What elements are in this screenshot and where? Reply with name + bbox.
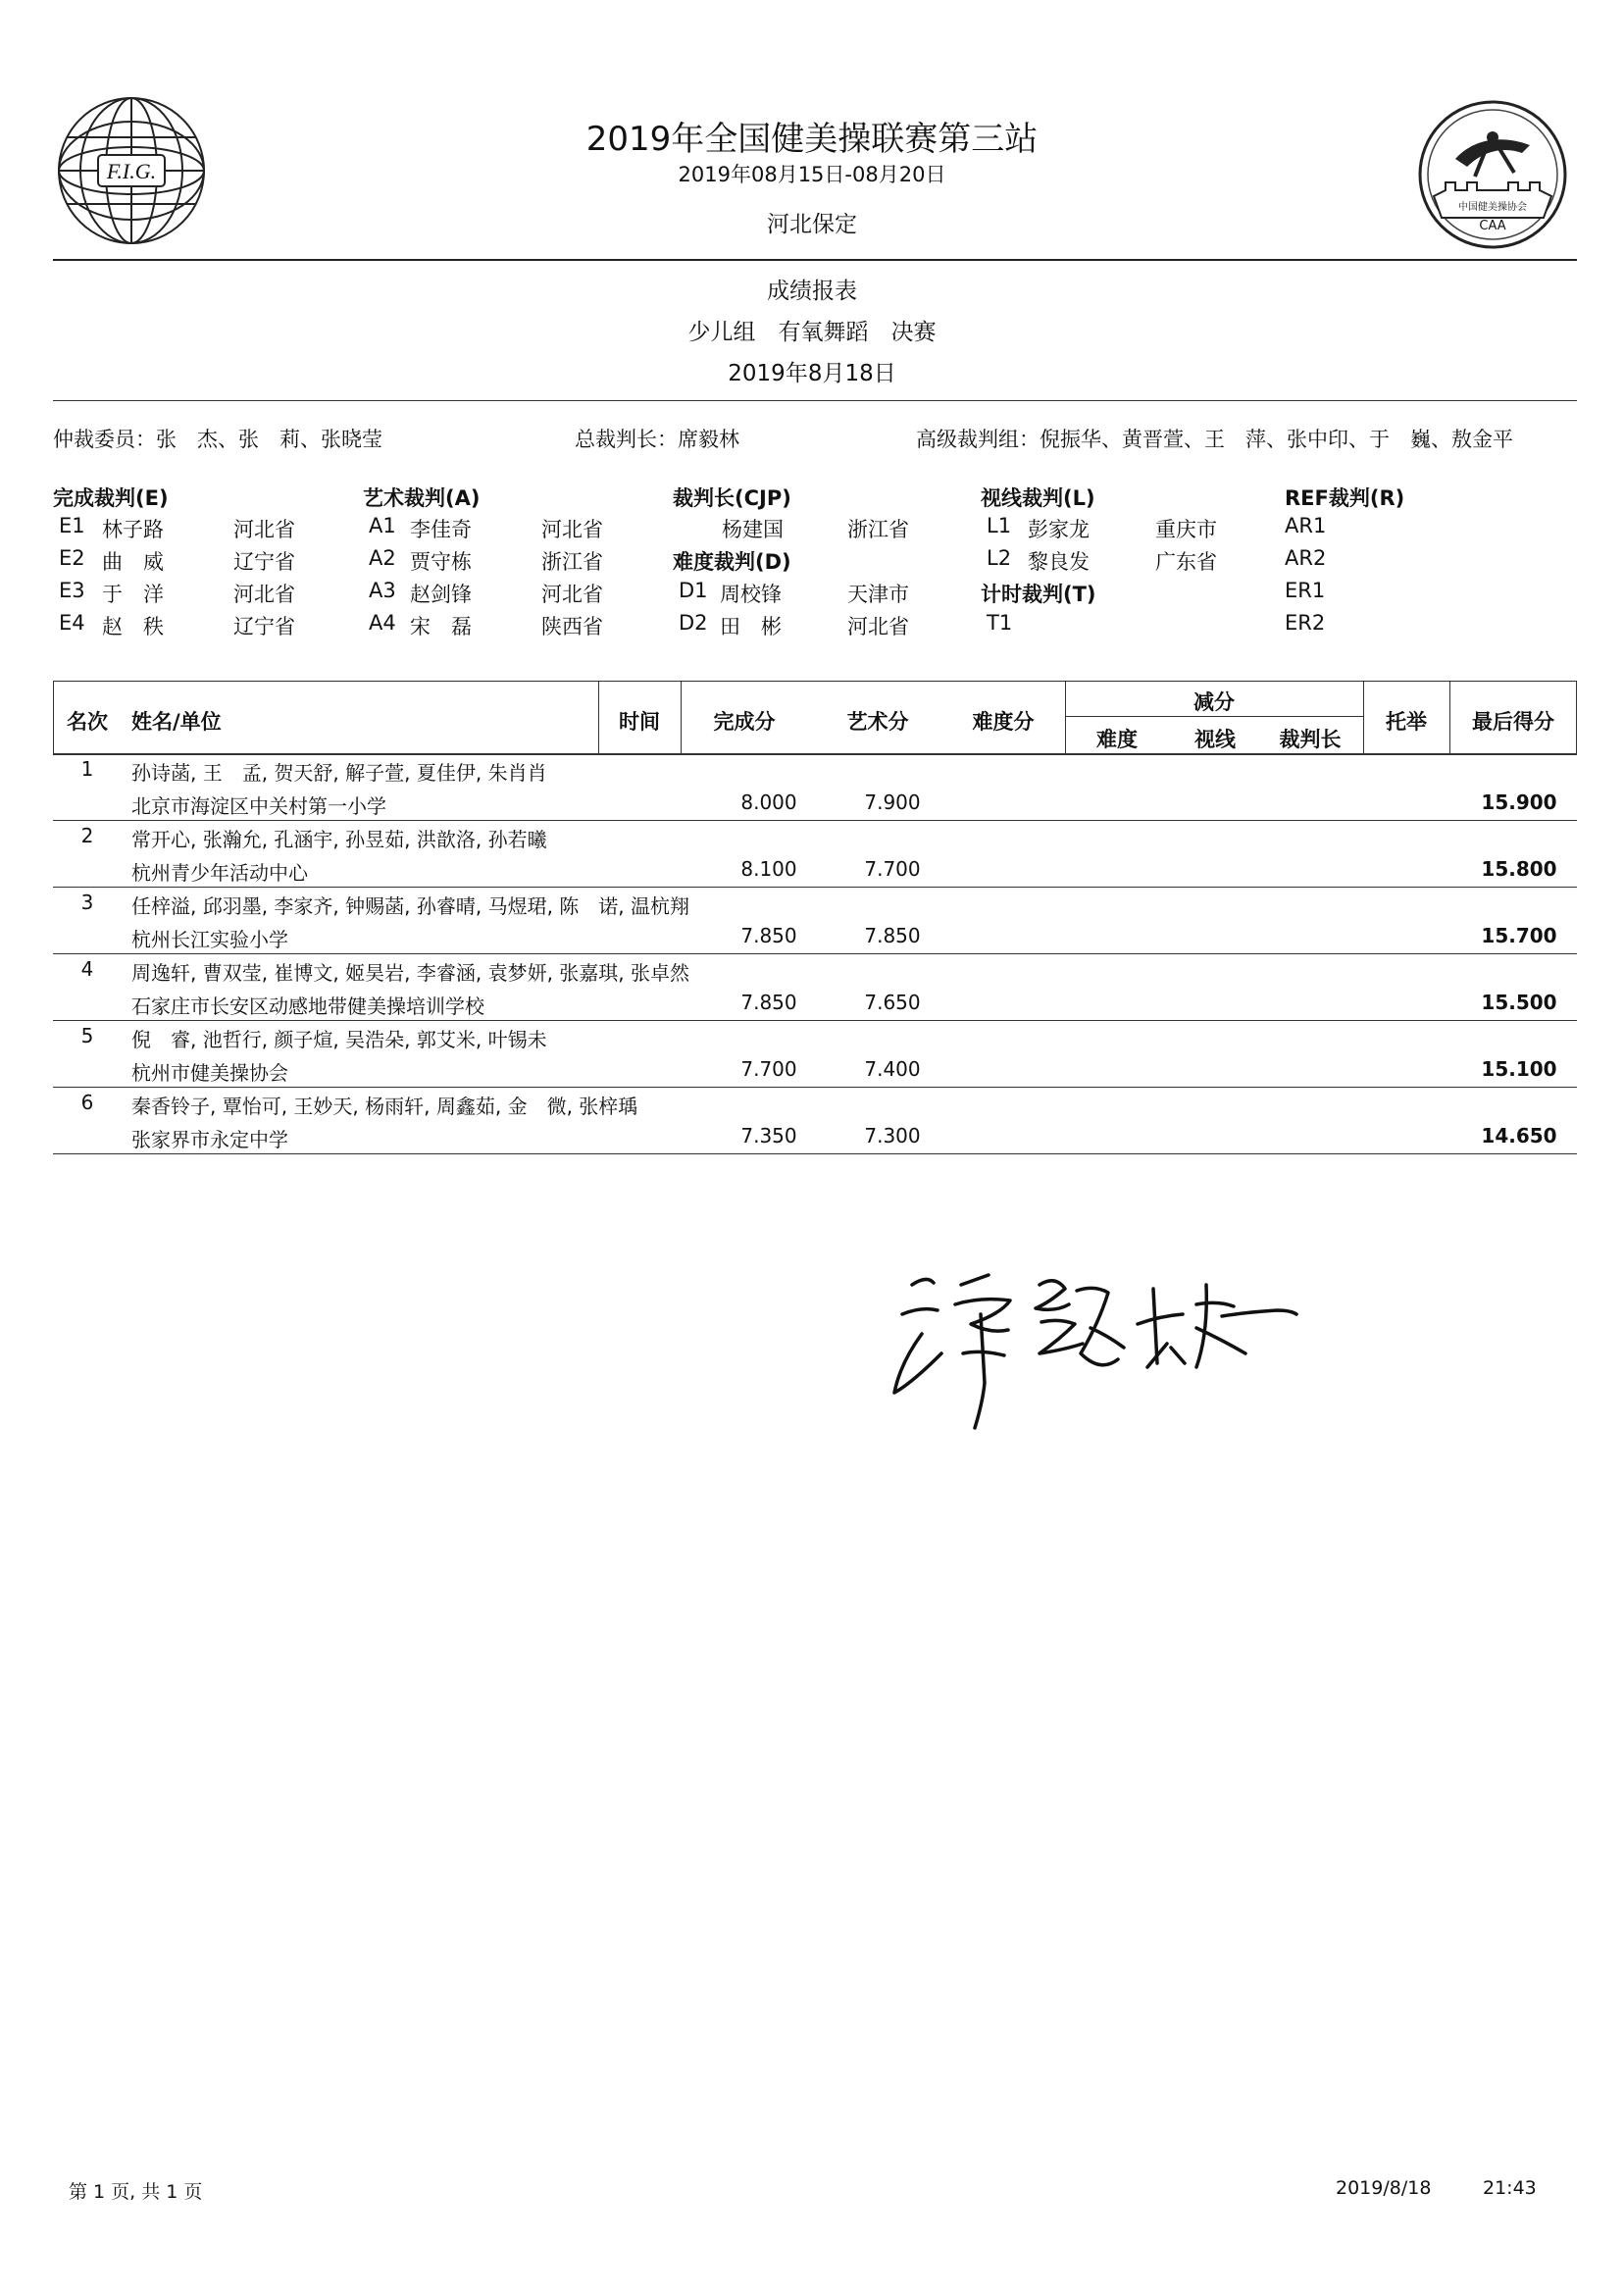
row-divider xyxy=(53,953,1577,954)
ref-judge-code: ER1 xyxy=(1285,579,1326,602)
time-judge-title: 计时裁判(T) xyxy=(981,583,1096,606)
row-divider xyxy=(53,820,1577,821)
athletes-cell: 任梓溢, 邱羽墨, 李家齐, 钟赐菡, 孙睿晴, 马煜珺, 陈 诺, 温杭翔 xyxy=(131,894,690,918)
judge-name: 赵剑锋 xyxy=(410,583,472,606)
unit-cell: 张家界市永定中学 xyxy=(131,1128,288,1151)
athletes-cell: 周逸轩, 曹双莹, 崔博文, 姬昊岩, 李睿涵, 袁梦妍, 张嘉琪, 张卓然 xyxy=(131,961,690,985)
final-score: 15.500 xyxy=(1481,991,1557,1014)
judge-name: 黎良发 xyxy=(1028,550,1090,574)
athletes-cell: 倪 睿, 池哲行, 颜子煊, 吴浩朵, 郭艾米, 叶锡未 xyxy=(131,1028,547,1051)
art-score: 7.650 xyxy=(864,991,921,1014)
judge-province: 辽宁省 xyxy=(233,550,295,574)
judge-code: D2 xyxy=(679,611,708,635)
judge-province: 河北省 xyxy=(233,518,295,541)
judge-province: 河北省 xyxy=(541,583,603,606)
unit-cell: 石家庄市长安区动感地带健美操培训学校 xyxy=(131,994,484,1018)
judge-province: 河北省 xyxy=(233,583,295,606)
cjp-province: 浙江省 xyxy=(847,518,909,541)
page-number: 第 1 页, 共 1 页 xyxy=(69,2181,203,2203)
art-score: 7.700 xyxy=(864,857,921,881)
rank-cell: 5 xyxy=(80,1024,94,1047)
col-diff: 难度分 xyxy=(972,710,1035,734)
exec-score: 7.350 xyxy=(740,1124,797,1147)
judge-name: 李佳奇 xyxy=(410,518,472,541)
ref-judge-code: ER2 xyxy=(1285,611,1326,635)
report-category: 少儿组 有氧舞蹈 决赛 xyxy=(687,320,937,345)
exec-score: 8.000 xyxy=(740,790,797,814)
judge-province: 广东省 xyxy=(1155,550,1217,574)
col-name: 姓名/单位 xyxy=(131,710,222,734)
judge-code: E4 xyxy=(59,611,85,635)
col-ded-diff: 难度 xyxy=(1096,728,1138,751)
col-art: 艺术分 xyxy=(846,710,909,734)
execution-judges-title: 完成裁判(E) xyxy=(53,486,169,510)
final-score: 15.700 xyxy=(1481,924,1557,947)
judge-name: 田 彬 xyxy=(720,615,782,638)
table-top-border xyxy=(53,681,1577,682)
judge-code: E1 xyxy=(59,514,85,537)
judge-province: 天津市 xyxy=(847,583,909,606)
table-header-bottom xyxy=(53,753,1577,755)
print-date: 2019/8/18 xyxy=(1336,2177,1432,2199)
unit-cell: 杭州市健美操协会 xyxy=(131,1061,288,1085)
print-time: 21:43 xyxy=(1483,2177,1537,2199)
col-lift: 托举 xyxy=(1386,710,1427,734)
chief-referee: 总裁判长：席毅林 xyxy=(575,428,739,451)
deduction-subheader-line xyxy=(1065,716,1364,717)
art-score: 7.900 xyxy=(864,790,921,814)
judge-province: 陕西省 xyxy=(541,615,603,638)
judge-name: 赵 秩 xyxy=(102,615,164,638)
athletes-cell: 秦香铃子, 覃怡可, 王妙天, 杨雨轩, 周鑫茹, 金 微, 张梓瑀 xyxy=(131,1095,638,1118)
art-score: 7.400 xyxy=(864,1057,921,1081)
col-ded-chief: 裁判长 xyxy=(1279,728,1342,751)
judge-code: L1 xyxy=(987,514,1012,537)
event-dates: 2019年08月15日-08月20日 xyxy=(678,163,946,186)
report-date: 2019年8月18日 xyxy=(728,361,896,386)
report-title: 成绩报表 xyxy=(767,279,857,304)
exec-score: 7.700 xyxy=(740,1057,797,1081)
athletes-cell: 常开心, 张瀚允, 孔涵宇, 孙昱茹, 洪歆洛, 孙若曦 xyxy=(131,828,547,851)
judge-name: 宋 磊 xyxy=(410,615,472,638)
final-score: 15.100 xyxy=(1481,1057,1557,1081)
fig-globe-logo xyxy=(55,94,208,247)
judge-province: 河北省 xyxy=(541,518,603,541)
fig-logo-text: F.I.G. xyxy=(106,159,157,183)
final-score: 14.650 xyxy=(1481,1124,1557,1147)
row-divider xyxy=(53,1020,1577,1021)
chief-referee-signature xyxy=(873,1246,1304,1442)
judge-code: A3 xyxy=(369,579,396,602)
caa-logo-name: 中国健美操协会 xyxy=(1458,202,1527,213)
judge-province: 浙江省 xyxy=(541,550,603,574)
rank-cell: 3 xyxy=(80,891,94,914)
cjp-title: 裁判长(CJP) xyxy=(673,486,791,510)
rank-cell: 1 xyxy=(80,757,94,781)
row-divider xyxy=(53,887,1577,888)
col-deduction: 减分 xyxy=(1193,690,1235,714)
event-title: 2019年全国健美操联赛第三站 xyxy=(585,120,1039,159)
exec-score: 8.100 xyxy=(740,857,797,881)
judge-name: 林子路 xyxy=(102,518,164,541)
event-location: 河北保定 xyxy=(767,212,857,237)
rank-cell: 4 xyxy=(80,957,94,981)
col-time: 时间 xyxy=(619,710,660,734)
col-final: 最后得分 xyxy=(1472,710,1554,734)
art-score: 7.300 xyxy=(864,1124,921,1147)
unit-cell: 北京市海淀区中关村第一小学 xyxy=(131,794,386,818)
final-score: 15.800 xyxy=(1481,857,1557,881)
judge-name: 于 洋 xyxy=(102,583,164,606)
artistic-judges-title: 艺术裁判(A) xyxy=(363,486,481,510)
caa-logo-text: CAA xyxy=(1479,219,1506,233)
exec-score: 7.850 xyxy=(740,991,797,1014)
row-divider xyxy=(53,1087,1577,1088)
judge-province: 重庆市 xyxy=(1155,518,1217,541)
judge-code: E3 xyxy=(59,579,85,602)
judge-code: D1 xyxy=(679,579,708,602)
rank-cell: 2 xyxy=(80,824,94,847)
ref-judge-code: AR2 xyxy=(1285,546,1327,570)
judge-name: 曲 威 xyxy=(102,550,164,574)
exec-score: 7.850 xyxy=(740,924,797,947)
unit-cell: 杭州长江实验小学 xyxy=(131,928,288,951)
col-ded-line: 视线 xyxy=(1194,728,1236,751)
line-judges-title: 视线裁判(L) xyxy=(981,486,1095,510)
rank-cell: 6 xyxy=(80,1091,94,1114)
judge-name: 彭家龙 xyxy=(1028,518,1090,541)
final-score: 15.900 xyxy=(1481,790,1557,814)
caa-logo xyxy=(1416,98,1569,251)
difficulty-judges-title: 难度裁判(D) xyxy=(673,550,791,574)
judge-code: A1 xyxy=(369,514,396,537)
judge-code: A4 xyxy=(369,611,396,635)
time-judge-code: T1 xyxy=(987,611,1013,635)
athletes-cell: 孙诗菡, 王 孟, 贺天舒, 解子萱, 夏佳伊, 朱肖肖 xyxy=(131,761,547,785)
senior-referee-group: 高级裁判组：倪振华、黄晋萱、王 萍、张中印、于 巍、敖金平 xyxy=(916,428,1513,451)
art-score: 7.850 xyxy=(864,924,921,947)
ref-judges-title: REF裁判(R) xyxy=(1285,486,1405,510)
col-exec: 完成分 xyxy=(713,710,776,734)
judge-name: 周校锋 xyxy=(720,583,782,606)
judge-province: 辽宁省 xyxy=(233,615,295,638)
col-rank: 名次 xyxy=(67,710,108,734)
arbitration-committee: 仲裁委员：张 杰、张 莉、张晓莹 xyxy=(53,428,382,451)
judge-name: 贾守栋 xyxy=(410,550,472,574)
cjp-name: 杨建国 xyxy=(722,518,784,541)
ref-judge-code: AR1 xyxy=(1285,514,1327,537)
judge-province: 河北省 xyxy=(847,615,909,638)
table-bottom-border xyxy=(53,1153,1577,1154)
judge-code: A2 xyxy=(369,546,396,570)
report-divider xyxy=(53,400,1577,401)
unit-cell: 杭州青少年活动中心 xyxy=(131,861,308,885)
judge-code: E2 xyxy=(59,546,85,570)
header-divider xyxy=(53,259,1577,261)
judge-code: L2 xyxy=(987,546,1012,570)
results-table xyxy=(53,681,1577,1151)
